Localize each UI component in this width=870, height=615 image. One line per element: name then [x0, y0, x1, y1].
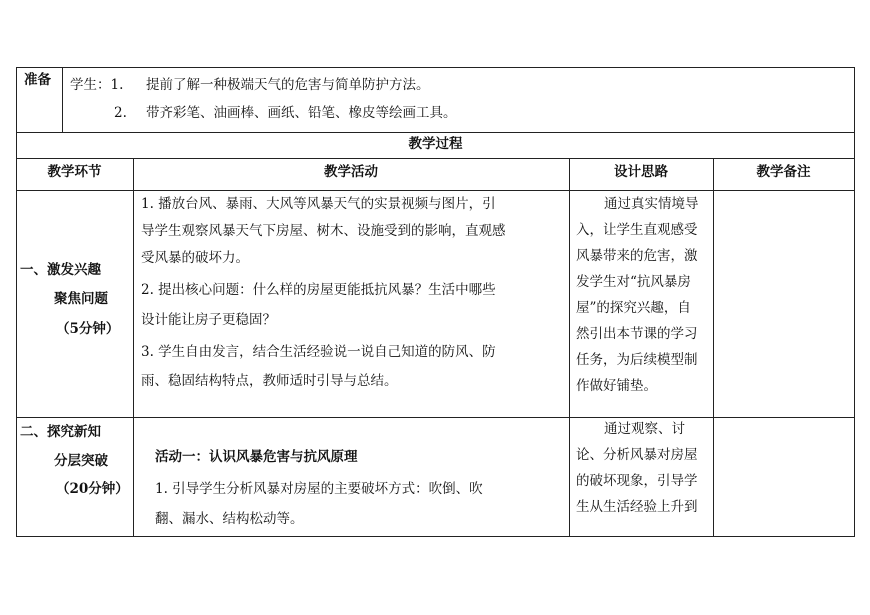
row1-design-line: 屋”的探究兴趣，自 — [576, 300, 691, 316]
row2-activity-line: 翻、漏水、结构松动等。 — [155, 511, 304, 527]
row1-stage-line2: 聚焦问题 — [54, 291, 108, 307]
col-divider — [569, 158, 570, 536]
row1-activity-line: 3. 学生自由发言，结合生活经验说一说自己知道的防风、防 — [141, 344, 496, 360]
row1-design-line: 通过真实情境导 — [604, 196, 699, 212]
row1-design-line: 然引出本节课的学习 — [576, 326, 698, 342]
header-notes: 教学备注 — [756, 164, 811, 180]
row2-stage-line1: 二、探究新知 — [20, 424, 101, 440]
row-divider — [16, 190, 855, 191]
lesson-plan-table — [16, 67, 855, 537]
row2-design-line: 的破坏现象，引导学 — [576, 473, 698, 489]
row1-design-line: 入，让学生直观感受 — [576, 222, 698, 238]
row-divider — [16, 158, 855, 159]
row1-design-line: 作做好铺垫。 — [576, 378, 657, 394]
row1-stage-line3: （5分钟） — [56, 321, 120, 337]
prep-label: 准备 — [24, 72, 51, 88]
row1-activity-line: 2. 提出核心问题：什么样的房屋更能抵抗风暴？生活中哪些 — [141, 282, 496, 298]
row1-stage-line1: 一、激发兴趣 — [20, 262, 101, 278]
row-divider — [16, 132, 855, 133]
row2-stage-line3: （20分钟） — [56, 481, 129, 497]
prep-line1-text: 提前了解一种极端天气的危害与简单防护方法。 — [146, 77, 430, 93]
row2-design-line: 通过观察、讨 — [604, 421, 685, 437]
row2-stage-line2: 分层突破 — [54, 453, 108, 469]
table-border-bottom — [16, 536, 855, 537]
header-design: 设计思路 — [614, 164, 668, 180]
header-activity: 教学活动 — [324, 164, 378, 180]
row2-activity-line: 1. 引导学生分析风暴对房屋的主要破坏方式：吹倒、吹 — [155, 481, 483, 497]
row2-design-line: 论、分析风暴对房屋 — [576, 447, 698, 463]
row-divider — [16, 417, 855, 418]
row1-activity-line: 受风暴的破坏力。 — [141, 250, 249, 266]
col-divider — [62, 67, 63, 132]
row1-activity-line: 设计能让房子更稳固？ — [141, 312, 276, 328]
row1-activity-line: 导学生观察风暴天气下房屋、树木、设施受到的影响，直观感 — [141, 223, 506, 239]
col-divider — [713, 158, 714, 536]
table-border-top — [16, 67, 855, 68]
row1-design-line: 发学生对“抗风暴房 — [576, 274, 691, 290]
row1-design-line: 风暴带来的危害，激 — [576, 248, 698, 264]
prep-line2-num: 2. — [114, 105, 127, 121]
prep-line2-text: 带齐彩笔、油画棒、画纸、铅笔、橡皮等绘画工具。 — [146, 105, 457, 121]
row1-design-line: 任务，为后续模型制 — [576, 352, 698, 368]
process-title: 教学过程 — [408, 136, 463, 152]
header-stage: 教学环节 — [47, 164, 102, 180]
prep-line1-prefix: 学生：1. — [70, 77, 124, 93]
col-divider — [133, 158, 134, 536]
row1-activity-line: 雨、稳固结构特点，教师适时引导与总结。 — [141, 373, 398, 389]
row1-activity-line: 1. 播放台风、暴雨、大风等风暴天气的实景视频与图片，引 — [141, 196, 496, 212]
row2-activity-title: 活动一：认识风暴危害与抗风原理 — [155, 449, 358, 465]
row2-design-line: 生从生活经验上升到 — [576, 499, 698, 515]
